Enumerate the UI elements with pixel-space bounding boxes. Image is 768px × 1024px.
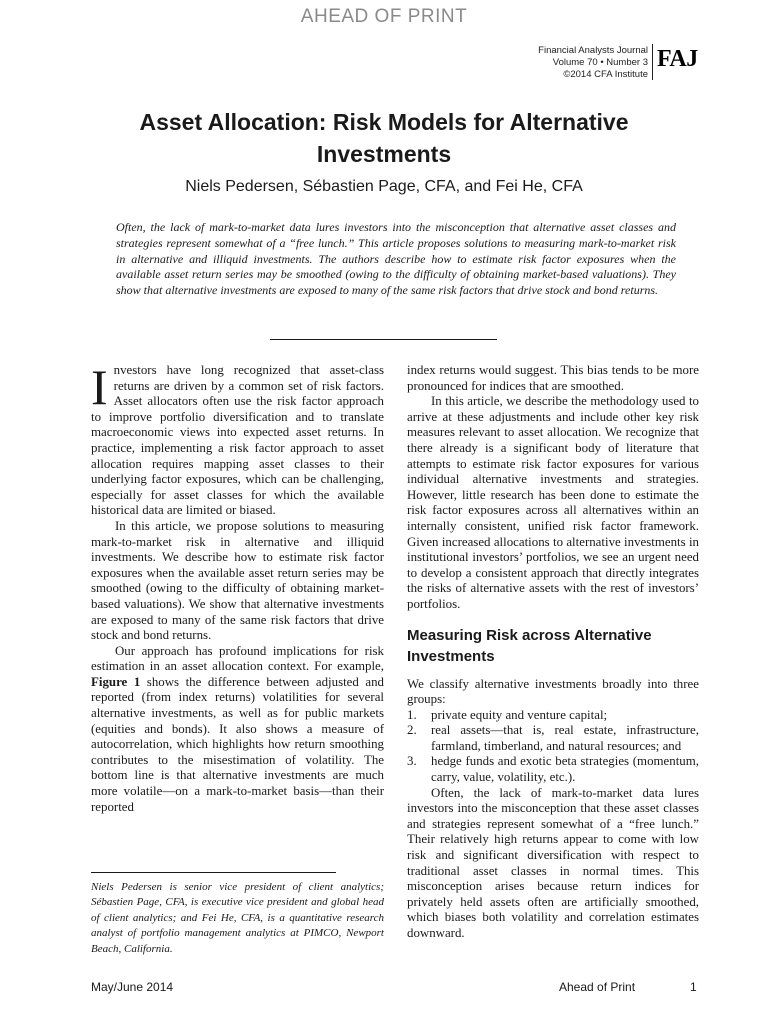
left-column [91,359,384,815]
journal-info [538,45,648,81]
article-title: Asset Allocation: Risk Models for Alternative Investments [139,109,629,167]
paragraph: In this article, we propose solutions to measuring mark-to-market risk in alternative and illiquid investments. We describe how to estimate risk factor exposures when the available asset return series may be smoothed (owing to the difficulty of obtaining market-based valuations). We show that alternative investments are exposed to many of the same risk factors that drive stock and bond returns. [91,518,384,643]
page-number: 1 [690,980,697,994]
footer-label: Ahead of Print [559,980,636,994]
author-footnote: Niels Pedersen is senior vice president of client analytics; Sébastien Page, CFA, is executive vice president and global head of client analytics; and Fei He, CFA, is a quantitative research analyst of portfolio management analytics at PIMCO, Newport Beach, California. [91,881,384,955]
paragraph: index returns would suggest. This bias tends to be more pronounced for indices that are smoothed. [407,363,699,393]
list-item [407,723,699,754]
article-authors: Niels Pedersen, Sébastien Page, CFA, and Fei He, CFA [185,178,583,195]
list-number: 3. [407,754,417,769]
list-number: 2. [407,723,417,738]
paragraph: In this article, we describe the methodology used to arrive at these adjustments and include other key risk measures relevant to asset allocation. We recognize that there already is a significant body of literature that attempts to estimate risk factor exposures for various individual alternative investments and strategies. However, little research has been done to estimate the risk factor exposures across all alternatives within an internally consistent, unified risk factor framework. Given increased allocations to alternative investments in institutional investors’ portfolios, we see an urgent need to develop a consistent approach that directly integrates the risks of alternative assets with the rest of investors’ portfolios. [407,394,699,611]
list-text: real assets—that is, real estate, infrastructure, farmland, timberland, and natural resources; and [431,723,699,753]
list-text: private equity and venture capital; [431,707,608,722]
paragraph: We classify alternative investments broadly into three groups: [407,676,699,707]
list-item [407,708,699,724]
paragraph-text: nvestors have long recognized that asset-class returns are driven by a common set of risk factors. Asset allocators often use the risk factor approach to improve portfolio diversification and to translate macroeconomic views into expected asset returns. In practice, implementing a risk factor approach to asset allocation requires mapping asset classes to their underlying factor exposures, which can be challenging, especially for asset classes for which the available historical data are limited or biased. [91,363,384,518]
journal-copyright: ©2014 CFA Institute [563,69,648,80]
drop-cap: I [91,359,108,415]
logo-divider [652,44,653,80]
list-item [407,754,699,785]
groups-list [407,708,699,786]
ahead-of-print-banner: AHEAD OF PRINT [300,6,468,27]
faj-logo: FAJ [657,46,698,72]
article-abstract: Often, the lack of mark-to-market data lures investors into the misconception that alternative asset classes and strategies represent somewhat of a “free lunch.” This article proposes solutions to measuring mark-to-market risk in alternative and illiquid investments. The authors describe how to estimate risk factor exposures when the available asset return series may be smoothed (owing to the difficulty of obtaining market-based valuations). They show that alternative investments are exposed to many of the same risk factors that drive stock and bond returns. [116,220,676,298]
footer-date: May/June 2014 [91,980,174,994]
list-number: 1. [407,707,417,722]
paragraph [91,359,384,519]
paragraph-text: Our approach has profound implications for risk estimation in an asset allocation context. For example, [91,643,384,674]
list-text: hedge funds and exotic beta strategies (momentum, carry, value, volatility, etc.). [431,754,699,785]
footnote-divider [91,872,336,873]
figure-reference[interactable]: Figure 1 [91,674,141,689]
right-column [407,363,699,942]
paragraph [91,644,384,816]
section-heading: Measuring Risk across Alternative Investments [407,626,652,665]
journal-name: Financial Analysts Journal [538,45,648,56]
paragraph-text: shows the difference between adjusted and reported (from index returns) volatilities for several alternative investments, as well as for public markets (equities and bonds). It also shows a measure of autocorrelation, which highlights how return smoothing contributes to the misestimation of volatility. The bottom line is that alternative investments are much more volatile—on a mark-to-market basis—than their reported [91,674,384,814]
abstract-divider [270,339,497,340]
paragraph: Often, the lack of mark-to-market data lures investors into the misconception that these asset classes and strategies represent somewhat of a “free lunch.” Their relatively high returns appear to come with low risk and significant diversification with respect to traditional asset classes in normal times. This misconception arises because return indices for privately held assets often are artificially smoothed, which biases both volatility and correlation estimates downward. [407,785,699,940]
journal-volume: Volume 70 • Number 3 [552,57,648,68]
